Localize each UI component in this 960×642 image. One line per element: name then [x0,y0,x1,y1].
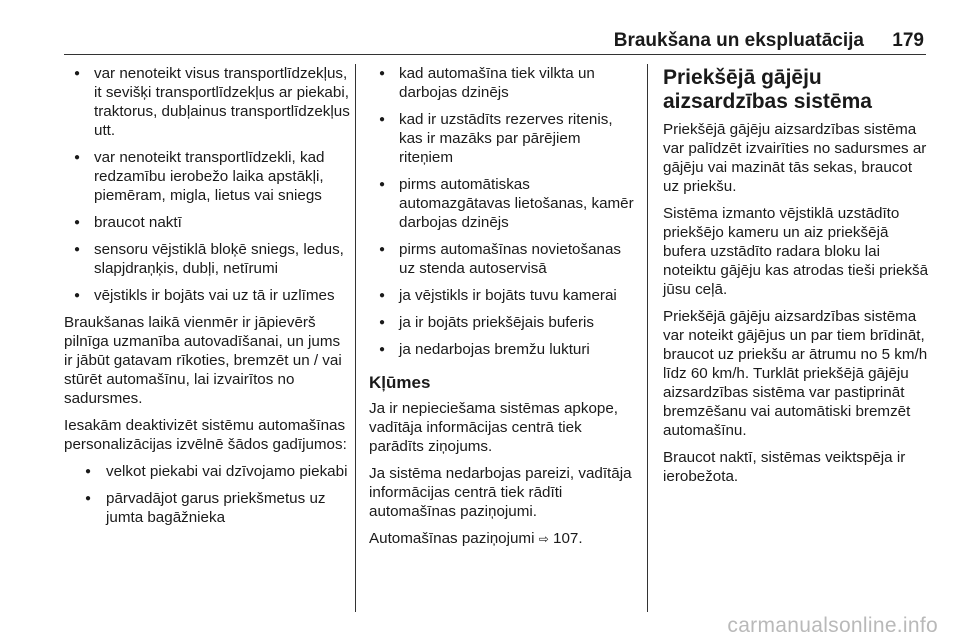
list-item: ● braucot naktī [64,213,352,232]
paragraph: Priekšējā gājēju aizsardzības sistēma var noteikt gājējus un par tiem brīdināt, braucot uz priekšu ar ātrumu no 5 km/h līdz 60 km/h. Turklāt priekšējā gājēju aizsardzības sistēma var pastiprināt bremzēšanu vai automātiski bremzēt automašīnu. [663,308,928,439]
header-divider [64,54,926,55]
list-item: ● ja ir bojāts priekšējais buferis [369,313,637,332]
list-item: ● ja vējstikls ir bojāts tuvu kamerai [369,286,637,305]
page-number: 179 [892,30,924,51]
list-item: ● pirms automātiskas automazgātavas lietošanas, kamēr darbojas dzinējs [369,175,637,232]
paragraph: Braucot naktī, sistēmas veiktspēja ir ierobežota. [663,449,906,485]
arrow-right-icon: ⇨ [538,532,549,546]
reference-text: Automašīnas paziņojumi [369,530,535,547]
list-item: ● kad ir uzstādīts rezerves ritenis, kas ir mazāks par pārējiem riteņiem [369,110,637,167]
paragraph: Ja ir nepieciešama sistēmas apkope, vadītāja informācijas centrā tiek parādīts ziņojums. [369,400,619,455]
list-item: ● pirms automašīnas novietošanas uz stenda autoservisā [369,240,637,278]
paragraph: Iesakām deaktivizēt sistēmu automašīnas personalizācijas izvēlnē šādos gadījumos: [64,417,347,453]
list-item: ● var nenoteikt visus transportlīdzekļus, it sevišķi transportlīdzekļus ar piekabi, traktorus, dubļainus transportlīdzekļus utt. [64,64,352,140]
page-header [0,30,960,56]
section-title: Braukšana un ekspluatācija [613,30,864,51]
pedestrian-protection-heading: Priekšējā gājēju aizsardzības sistēma [663,66,872,113]
list-item: ● velkot piekabi vai dzīvojamo piekabi [64,462,352,481]
limitations-list [64,64,352,305]
paragraph-with-reference [369,529,637,549]
paragraph: Ja sistēma nedarbojas pareizi, vadītāja informācijas centrā tiek rādīti automašīnas paziņojumi. [369,465,632,520]
column-divider-1 [355,64,356,612]
page-reference-link[interactable]: 107. [553,530,583,547]
column-divider-2 [647,64,648,612]
paragraph: Priekšējā gājēju aizsardzības sistēma var palīdzēt izvairīties no sadursmes ar gājēju vai mazināt tās sekas, braucot uz priekšu. [663,121,927,195]
watermark: carmanualsonline.info [727,614,938,637]
column-3 [663,64,929,494]
faults-heading: Kļūmes [369,373,431,392]
list-item: ● var nenoteikt transportlīdzekli, kad redzamību ierobežo laika apstākļi, piemēram, migla, lietus vai sniegs [64,148,352,205]
list-item: ● vējstikls ir bojāts vai uz tā ir uzlīmes [64,286,352,305]
paragraph: Braukšanas laikā vienmēr ir jāpievērš pilnīga uzmanība autovadīšanai, un jums ir jābūt gatavam rīkoties, bremzēt un / vai stūrēt automašīnu, lai izvairītos no sadursmes. [64,314,342,407]
list-item: ● pārvadājot garus priekšmetus uz jumta bagāžnieka [64,489,352,527]
list-item: ● sensoru vējstiklā bloķē sniegs, ledus, slapjdraņķis, dubļi, netīrumi [64,240,352,278]
list-item: ● ja nedarbojas bremžu lukturi [369,340,637,359]
paragraph: Sistēma izmanto vējstiklā uzstādīto priekšējo kameru un aiz priekšējā bufera uzstādīto radara bloku lai noteiktu gājēju kas atrodas tieši priekšā jūsu ceļā. [663,205,929,298]
list-item: ● kad automašīna tiek vilkta un darbojas dzinējs [369,64,637,102]
column-1 [64,64,352,535]
deactivation-list [64,462,352,527]
deactivation-list-continued [369,64,637,359]
column-2 [369,64,637,557]
